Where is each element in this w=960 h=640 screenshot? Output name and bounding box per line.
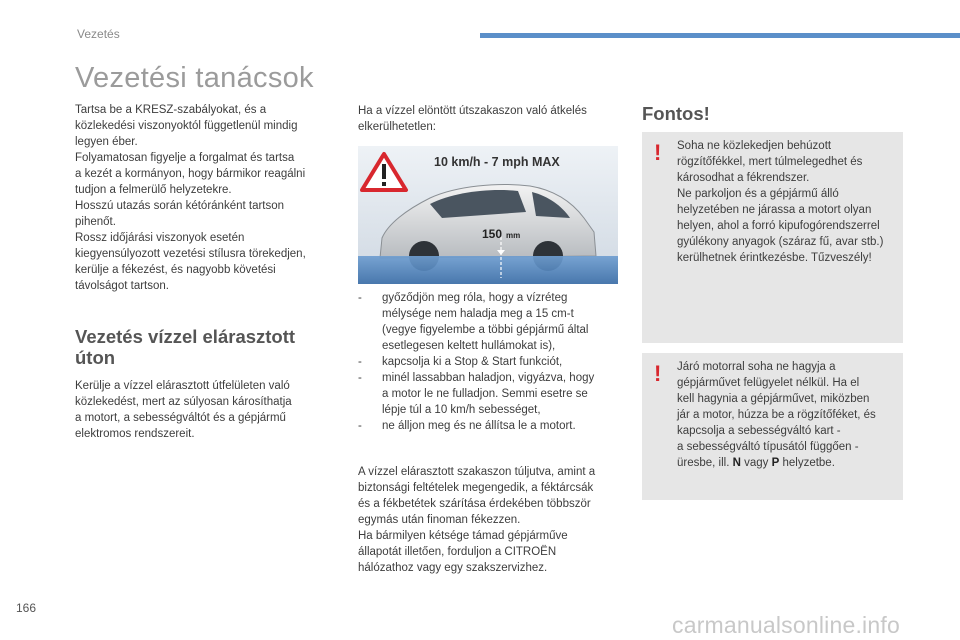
text-line: tudjon a felmerülő helyzetekre.	[75, 184, 232, 196]
section-label: Vezetés	[77, 27, 120, 41]
text-line: elkerülhetetlen:	[358, 121, 436, 133]
text-fragment: helyzetbe.	[779, 457, 835, 469]
warning-text	[677, 359, 899, 471]
warning-box-parking	[642, 132, 903, 343]
text-line: Kerülje a vízzel elárasztott útfelületen való	[75, 380, 290, 392]
list-item	[358, 290, 623, 354]
warning-text	[677, 138, 899, 266]
text-line: a motort, a sebességváltót és a gépjármű	[75, 412, 286, 424]
page-number: 166	[16, 601, 37, 615]
depth-value: 150	[482, 227, 503, 241]
text-line: Rossz időjárási viszonyok esetén	[75, 232, 245, 244]
text-line: legyen éber.	[75, 136, 138, 148]
important-heading: Fontos!	[642, 103, 710, 124]
text-line: rögzítőfékkel, mert túlmelegedhet és	[677, 156, 863, 168]
warning-box-unattended	[642, 353, 903, 500]
text-line: hálózathoz vagy egy szakszervizhez.	[358, 562, 548, 574]
text-line: kerülje a fékezést, és nagyobb követési	[75, 264, 276, 276]
text-line: minél lassabban haladjon, vigyázva, hogy	[382, 372, 595, 384]
text-line: győződjön meg róla, hogy a vízréteg	[382, 292, 568, 304]
heading-line: Vezetés vízzel elárasztott	[75, 326, 296, 347]
watermark: carmanualsonline.info	[672, 612, 900, 638]
text-line: A vízzel elárasztott szakaszon túljutva, amint a	[358, 466, 596, 478]
text-line: ne álljon meg és ne állítsa le a motort.	[382, 420, 576, 432]
text-line: gépjárművet felügyelet nélkül. Ha el	[677, 377, 860, 389]
text-line: közlekedési viszonyoktól függetlenül mindig	[75, 120, 298, 132]
water-layer	[358, 256, 618, 284]
text-line: Soha ne közlekedjen behúzott	[677, 140, 832, 152]
text-fragment: üresbe, ill.	[677, 457, 733, 469]
after-flood-paragraph	[358, 464, 623, 576]
text-line: (vegye figyelembe a többi gépjármű által	[382, 324, 589, 336]
text-line: kell hagynia a gépjárművet, miközben	[677, 393, 870, 405]
list-dash: -	[358, 292, 362, 304]
middle-intro	[358, 103, 623, 135]
flooded-road-illustration	[358, 146, 618, 284]
exclamation-icon: !	[654, 140, 662, 165]
text-line: lépje túl a 10 km/h sebességet,	[382, 404, 541, 416]
text-line: elektromos rendszereit.	[75, 428, 195, 440]
text-line: egymás után finoman fékezzen.	[358, 514, 521, 526]
heading-line: úton	[75, 347, 116, 368]
text-line: pihenőt.	[75, 216, 116, 228]
text-fragment: vagy	[740, 457, 772, 469]
page-title: Vezetési tanácsok	[75, 62, 314, 94]
text-line: távolságot tartson.	[75, 280, 169, 292]
text-line: állapotát illetően, forduljon a CITROËN	[358, 546, 557, 558]
text-line: Folyamatosan figyelje a forgalmat és tartsa	[75, 152, 295, 164]
exclamation-icon: !	[654, 361, 662, 386]
text-line: kapcsolja a sebességváltó kart -	[677, 425, 841, 437]
header-accent-bar	[480, 33, 960, 38]
intro-paragraph	[75, 102, 335, 294]
text-line: Járó motorral soha ne hagyja a	[677, 361, 836, 373]
text-line: közlekedést, mert az súlyosan károsíthatja	[75, 396, 292, 408]
speed-limit-label: 10 km/h - 7 mph MAX	[434, 155, 560, 169]
text-line: Ha a vízzel elöntött útszakaszon való átkelés	[358, 105, 587, 117]
text-line: helyzetében ne járassa a motort olyan	[677, 204, 872, 216]
list-dash: -	[358, 420, 362, 432]
list-dash: -	[358, 372, 362, 384]
text-line: Ne parkoljon és a gépjármű álló	[677, 188, 839, 200]
text-line: Tartsa be a KRESZ-szabályokat, és a	[75, 104, 267, 116]
precaution-list	[358, 290, 623, 434]
text-line: és a fékbetétek szárítása érdekében többször	[358, 498, 591, 510]
flood-section-heading	[75, 326, 325, 368]
depth-unit: mm	[506, 231, 521, 240]
text-line: Ha bármilyen kétsége támad gépjárműve	[358, 530, 568, 542]
list-item	[358, 418, 623, 434]
text-line: kiegyensúlyozott vezetési stílusra törekedjen,	[75, 248, 306, 260]
text-line: esetlegesen keltett hullámokat is),	[382, 340, 556, 352]
flood-section-text	[75, 378, 335, 442]
list-item	[358, 370, 623, 418]
list-item	[358, 354, 623, 370]
text-line: Hosszú utazás során kétóránként tartson	[75, 200, 285, 212]
text-line: kerülhetnek érintkezésbe. Tűzveszély!	[677, 252, 872, 264]
text-line: kapcsolja ki a Stop & Start funkciót,	[382, 356, 563, 368]
text-line: jár a motor, húzza be a rögzítőféket, és	[677, 409, 876, 421]
list-dash: -	[358, 356, 362, 368]
text-line-gear-positions	[677, 455, 899, 471]
text-line: a kezét a kormányon, hogy bármikor reagálni	[75, 168, 306, 180]
gear-p-label: P	[771, 457, 780, 469]
gear-n-label: N	[732, 457, 741, 469]
text-line: biztonsági feltételek megengedik, a féktárcsák	[358, 482, 594, 494]
text-line: a sebességváltó típusától függően -	[677, 441, 859, 453]
text-line: helyen, ahol a forró kipufogórendszerrel	[677, 220, 880, 232]
text-line: a motor le ne fulladjon. Semmi esetre se	[382, 388, 588, 400]
text-line: károsodhat a fékrendszer.	[677, 172, 810, 184]
text-line: mélysége nem haladja meg a 15 cm-t	[382, 308, 574, 320]
text-line: gyúlékony anyagok (száraz fű, avar stb.)	[677, 236, 884, 248]
